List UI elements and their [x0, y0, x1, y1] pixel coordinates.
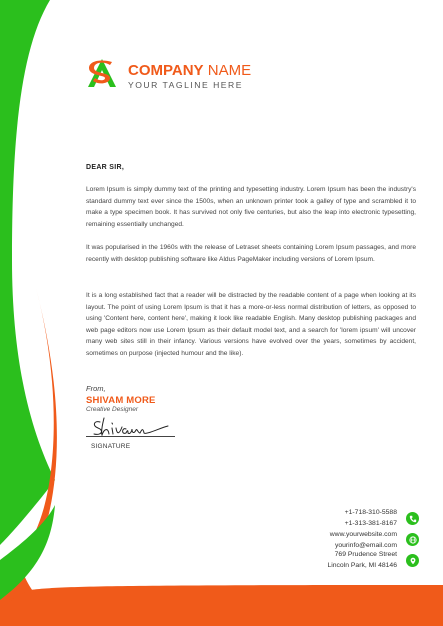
phone-icon	[406, 512, 419, 525]
tagline: YOUR TAGLINE HERE	[128, 80, 243, 90]
phone-number-1: +1-718-310-5588	[344, 509, 397, 516]
from-label: From,	[86, 384, 106, 393]
globe-icon	[406, 533, 419, 546]
website: www.yourwebsite.com	[329, 531, 397, 538]
salutation: DEAR SIR,	[86, 164, 125, 171]
address-line-1: 769 Prudence Street	[334, 551, 397, 558]
orange-band-bottom	[0, 585, 443, 626]
sender-role: Creative Designer	[86, 406, 139, 413]
contact-address	[327, 550, 397, 571]
body-paragraph-2: It was popularised in the 1960s with the release of Letraset sheets containing Lorem Ipsum passages, and more recently with desktop publishing software like Aldus PageMaker including versions of Lorem Ipsum.	[86, 244, 416, 263]
company-name-rest: NAME	[203, 62, 252, 79]
contact-phones	[345, 508, 397, 529]
email: yourinfo@email.com	[334, 541, 397, 549]
company-logo-icon	[86, 57, 118, 89]
contact-web	[330, 530, 397, 551]
signature-label: SIGNATURE	[91, 443, 131, 450]
green-swoosh-left	[0, 0, 55, 545]
address-line-2: Lincoln Park, MI 48146	[327, 561, 397, 569]
phone-number-2: +1-313-381-8167	[344, 519, 397, 527]
company-name-bold: COMPANY	[128, 62, 204, 79]
signature-line	[86, 436, 175, 437]
company-name	[128, 63, 251, 79]
body-paragraph-3: It is a long established fact that a reader will be distracted by the readable content of a page when looking at its layout. The point of using Lorem Ipsum is that it has a more-or-less normal distribution of letters, as opposed to using 'Content here, content here', making it look like readable English. Many desktop publishing packages and web page editors now use Lorem Ipsum as their default model text, and a search for 'lorem ipsum' will uncover many web sites still in their infancy. Various versions have evolved over the years, sometimes by accident, sometimes on purpose (injected humour and the like).	[86, 292, 416, 357]
body-paragraph-1: Lorem Ipsum is simply dummy text of the printing and typesetting industry. Lorem Ipsum has been the industry's standard dummy text ever since the 1500s, when an unknown printer took a galley of type and scrambled it to make a type specimen book. It has survived not only five centuries, but also the leap into electronic typesetting, remaining essentially unchanged.	[86, 186, 416, 228]
sender-name: SHIVAM MORE	[86, 395, 156, 406]
location-pin-icon	[406, 554, 419, 567]
